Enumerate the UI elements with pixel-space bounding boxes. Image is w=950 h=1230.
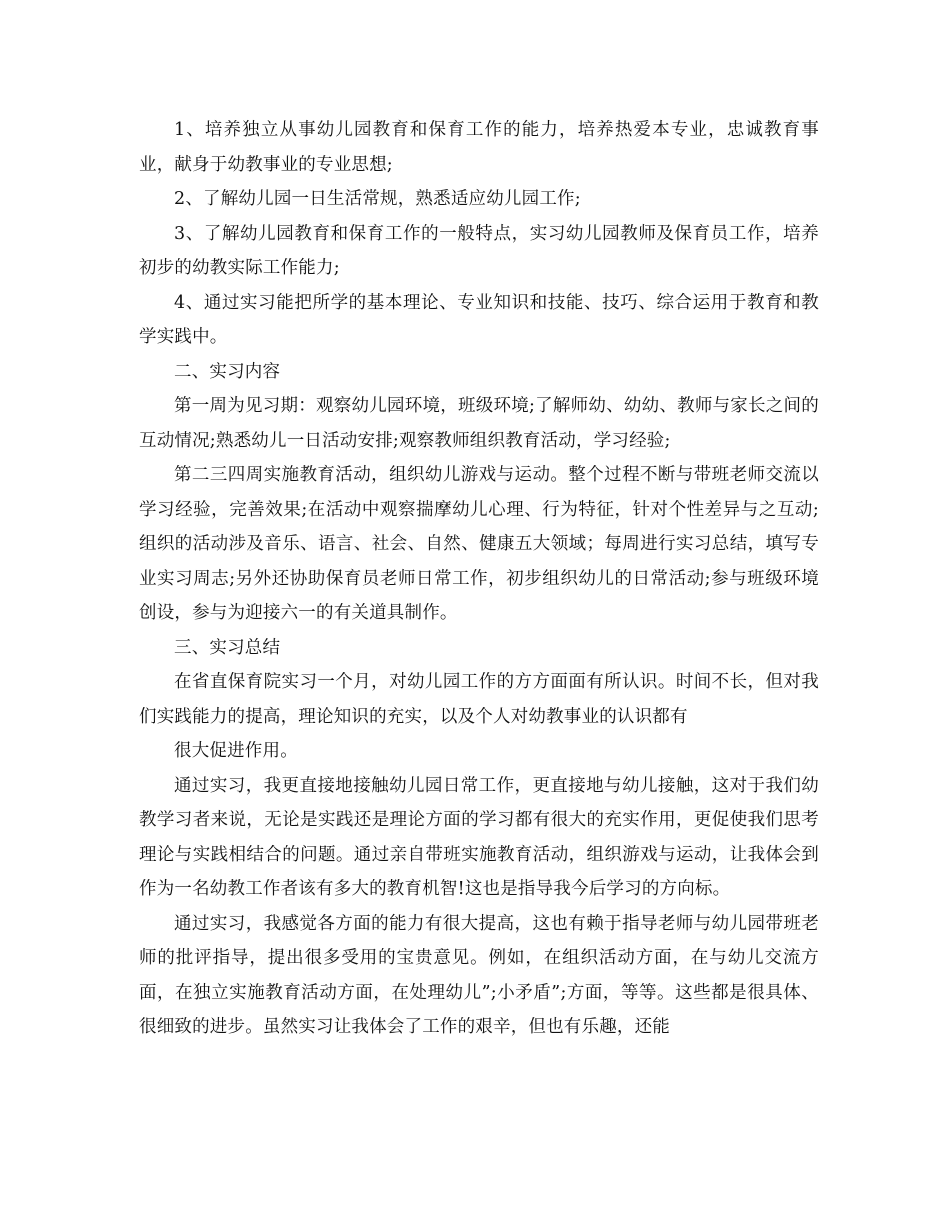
paragraph-goal-3: 3、了解幼儿园教育和保育工作的一般特点，实习幼儿园教师及保育员工作，培养初步的幼教实际工作能力;: [139, 223, 819, 278]
paragraph-practice-experience: 通过实习，我更直接地接触幼儿园日常工作，更直接地与幼儿接触，这对于我们幼教学习者来说，无论是实践还是理论方面的学习都有很大的充实作用，更促使我们思考理论与实践相结合的问题。通过亲自带班实施教育活动，组织游戏与运动，让我体会到作为一名幼教工作者该有多大的教育机智!这也是指导我今后学习的方向标。: [139, 775, 819, 899]
paragraph-weeks-two-to-four: 第二三四周实施教育活动，组织幼儿游戏与运动。整个过程不断与带班老师交流以学习经验，完善效果;在活动中观察揣摩幼儿心理、行为特征，针对个性差异与之互动;组织的活动涉及音乐、语言、社会、自然、健康五大领域；每周进行实习总结，填写专业实习周志;另外还协助保育员老师日常工作，初步组织幼儿的日常活动;参与班级环境创设，参与为迎接六一的有关道具制作。: [139, 465, 819, 623]
paragraph-summary-intro: 在省直保育院实习一个月，对幼儿园工作的方方面面有所认识。时间不长，但对我们实践能力的提高，理论知识的充实，以及个人对幼教事业的认识都有: [139, 672, 819, 727]
section-heading-content: 二、实习内容: [174, 361, 281, 382]
paragraph-week-one: 第一周为见习期：观察幼儿园环境，班级环境;了解师幼、幼幼、教师与家长之间的互动情况;熟悉幼儿一日活动安排;观察教师组织教育活动，学习经验;: [139, 396, 819, 451]
paragraph-goal-1: 1、培养独立从事幼儿园教育和保育工作的能力，培养热爱本专业，忠诚教育事业，献身于幼教事业的专业思想;: [139, 120, 819, 175]
paragraph-goal-4: 4、通过实习能把所学的基本理论、专业知识和技能、技巧、综合运用于教育和教学实践中。: [139, 292, 819, 347]
paragraph-goal-2: 2、了解幼儿园一日生活常规，熟悉适应幼儿园工作;: [174, 189, 581, 209]
paragraph-ability-improvement: 通过实习，我感觉各方面的能力有很大提高，这也有赖于指导老师与幼儿园带班老师的批评指导，提出很多受用的宝贵意见。例如，在组织活动方面，在与幼儿交流方面，在独立实施教育活动方面，在处理幼儿”;小矛盾”;方面，等等。这些都是很具体、很细致的进步。虽然实习让我体会了工作的艰辛，但也有乐趣，还能: [139, 913, 819, 1037]
document-body: [139, 113, 819, 1045]
paragraph-summary-intro-continued: 很大促进作用。: [174, 741, 298, 761]
section-heading-summary: 三、实习总结: [174, 637, 281, 658]
